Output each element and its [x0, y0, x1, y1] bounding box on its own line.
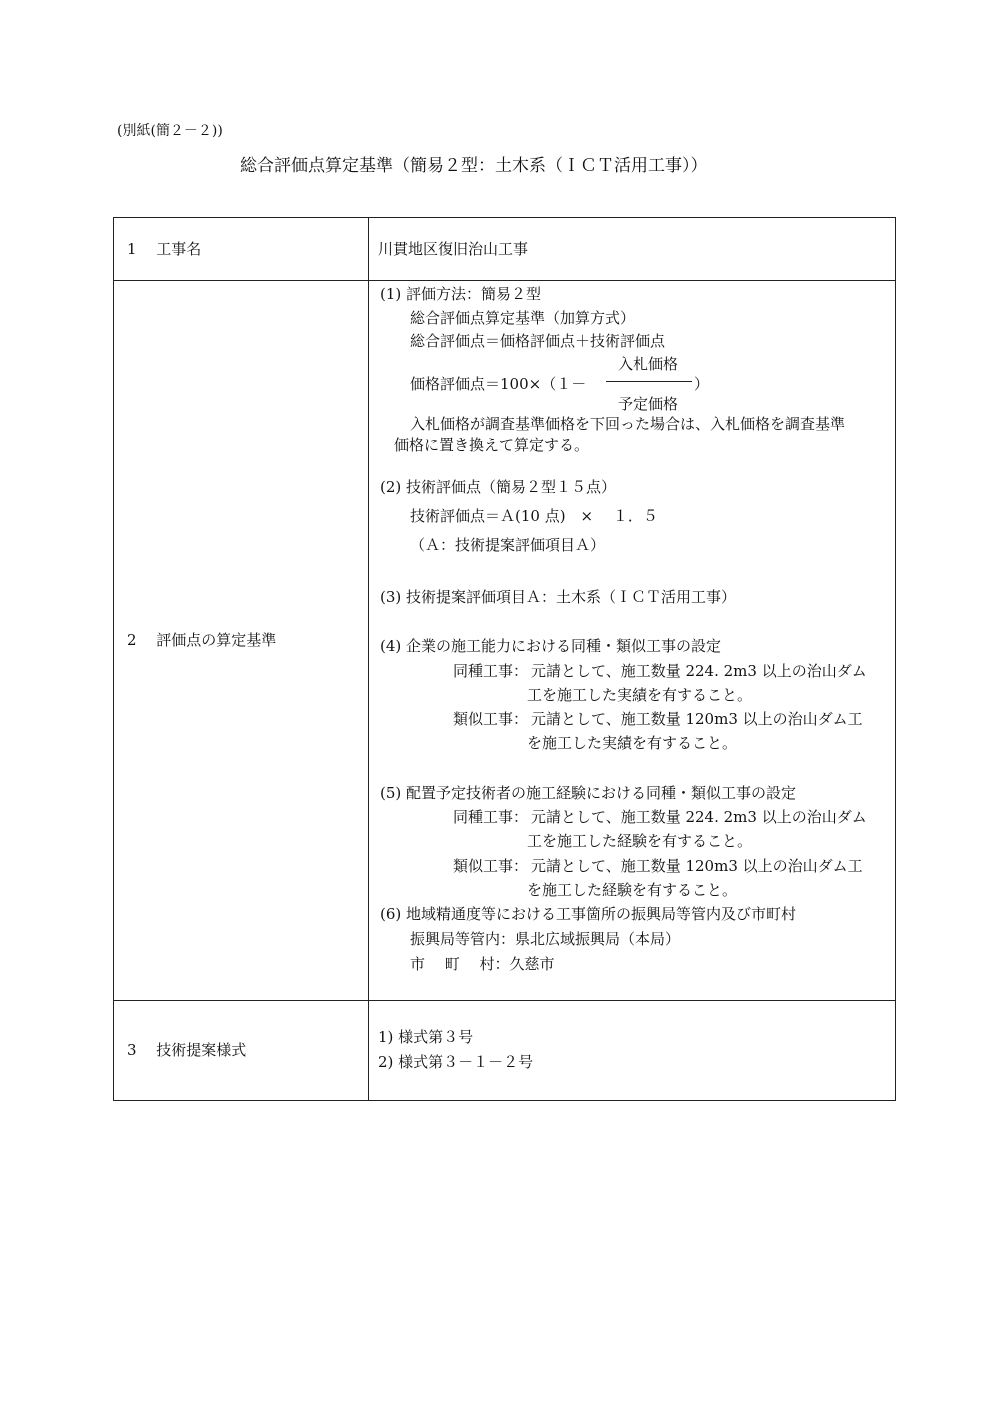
- section-5-similar-line2: を施工した経験を有すること。: [527, 881, 738, 899]
- section-4-same-label: 同種工事：: [453, 662, 529, 680]
- section-5-heading: (5) 配置予定技術者の施工経験における同種・類似工事の設定: [380, 784, 797, 802]
- table-column-divider: [368, 217, 369, 1101]
- section-3-heading: (3) 技術提案評価項目Ａ：土木系（ＩＣＴ活用工事）: [380, 588, 737, 606]
- section-5-similar-line1: 元請として、施工数量 120m3 以上の治山ダム工: [531, 857, 863, 875]
- section-4-similar-line2: を施工した実績を有すること。: [527, 734, 738, 752]
- price-formula-prefix: 価格評価点＝100×（１－: [410, 375, 587, 393]
- row-label-proposal-forms: 3 技術提案様式: [127, 1041, 247, 1059]
- section-2-heading: (2) 技術評価点（簡易２型１５点）: [380, 478, 617, 496]
- section-2-formula: 技術評価点＝Ａ(10 点) × １．５: [410, 507, 658, 525]
- section-4-same-line1: 元請として、施工数量 224. 2m3 以上の治山ダム: [531, 662, 867, 680]
- fraction-denominator: 予定価格: [618, 395, 679, 413]
- section-1-method: 総合評価点算定基準（加算方式）: [410, 309, 636, 327]
- fraction-bar: [606, 381, 692, 382]
- document-reference: (別紙(簡２－２)): [117, 123, 223, 139]
- section-6-municipality: 市 町 村：久慈市: [410, 955, 555, 973]
- section-2-note: （Ａ：技術提案評価項目Ａ）: [410, 536, 606, 554]
- document-title: 総合評価点算定基準（簡易２型：土木系（ＩＣＴ活用工事））: [240, 156, 708, 176]
- table-border-top: [113, 217, 896, 218]
- section-5-same-line2: 工を施工した経験を有すること。: [527, 832, 753, 850]
- fraction-numerator: 入札価格: [618, 355, 679, 373]
- price-formula-suffix: ）: [694, 375, 710, 393]
- section-6-bureau: 振興局等管内：県北広域振興局（本局）: [410, 930, 681, 948]
- table-border-bottom: [113, 1100, 896, 1101]
- section-1-heading: (1) 評価方法：簡易２型: [380, 285, 542, 303]
- section-4-heading: (4) 企業の施工能力における同種・類似工事の設定: [380, 637, 722, 655]
- table-border-right: [895, 217, 896, 1101]
- section-4-similar-line1: 元請として、施工数量 120m3 以上の治山ダム工: [531, 710, 863, 728]
- proposal-form-item-2: 2) 様式第３－１－２号: [378, 1053, 534, 1071]
- table-border-left: [113, 217, 114, 1101]
- row-label-project-name: 1 工事名: [127, 240, 202, 258]
- project-name-value: 川貫地区復旧治山工事: [378, 240, 529, 258]
- section-5-same-label: 同種工事：: [453, 808, 529, 826]
- row-label-scoring-criteria: 2 評価点の算定基準: [127, 631, 277, 649]
- section-4-similar-label: 類似工事：: [453, 710, 529, 728]
- section-6-heading: (6) 地域精通度等における工事箇所の振興局等管内及び市町村: [380, 905, 797, 923]
- table-row-divider-1: [113, 280, 896, 281]
- table-row-divider-2: [113, 1000, 896, 1001]
- proposal-form-item-1: 1) 様式第３号: [378, 1028, 474, 1046]
- section-1-note-line2: 価格に置き換えて算定する。: [394, 436, 590, 454]
- section-1-formula: 総合評価点＝価格評価点＋技術評価点: [410, 332, 666, 350]
- section-1-note-line1: 入札価格が調査基準価格を下回った場合は、入札価格を調査基準: [410, 415, 846, 433]
- section-5-similar-label: 類似工事：: [453, 857, 529, 875]
- section-5-same-line1: 元請として、施工数量 224. 2m3 以上の治山ダム: [531, 808, 867, 826]
- section-4-same-line2: 工を施工した実績を有すること。: [527, 686, 753, 704]
